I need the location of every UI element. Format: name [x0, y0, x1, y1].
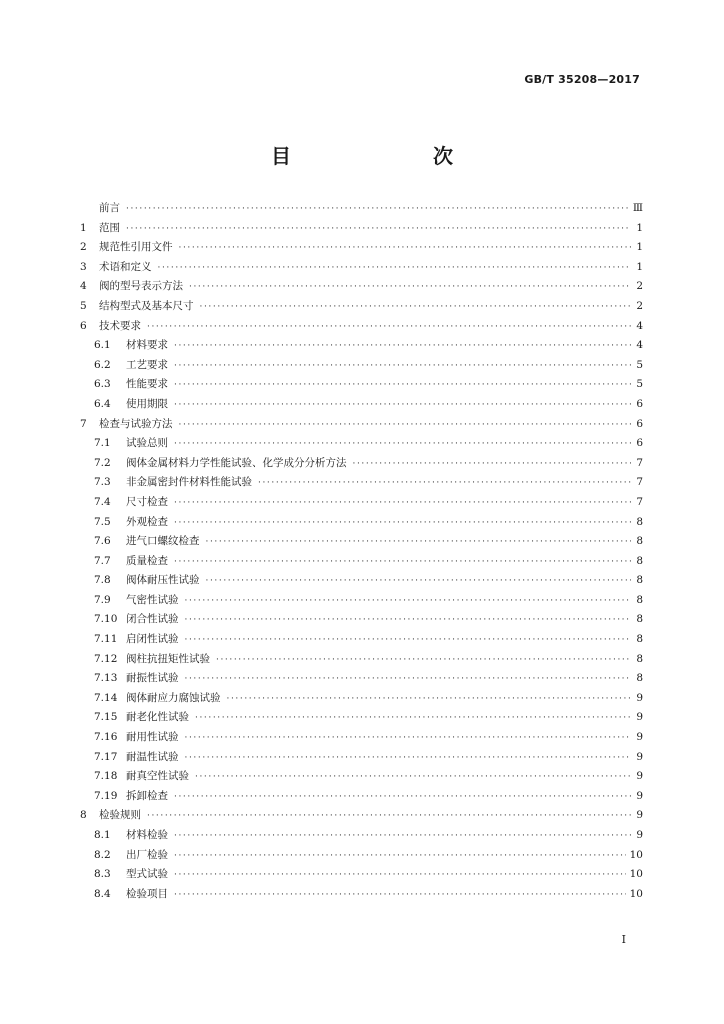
toc-entry[interactable]	[80, 886, 643, 906]
toc-leader-dots	[174, 557, 631, 567]
toc-entry[interactable]	[80, 768, 643, 788]
toc-entry[interactable]	[80, 807, 643, 827]
toc-entry-title: 范围	[99, 221, 120, 234]
toc-leader-dots	[174, 341, 631, 351]
toc-entry-number: 8.3	[94, 868, 111, 881]
toc-leader-dots	[206, 576, 632, 586]
toc-leader-dots	[158, 263, 632, 273]
toc-entry-number: 8.1	[94, 829, 111, 841]
toc-entry[interactable]	[80, 709, 643, 729]
toc-entry[interactable]	[80, 200, 643, 220]
toc-entry[interactable]	[80, 553, 643, 573]
toc-entry-number: 7.3	[94, 476, 111, 489]
toc-leader-dots	[206, 537, 632, 547]
toc-leader-dots	[174, 870, 626, 880]
toc-entry-number: 7.19	[94, 789, 118, 802]
toc-entry[interactable]	[80, 416, 643, 436]
toc-leader-dots	[174, 518, 631, 528]
toc-entry-title: 试验总则	[126, 437, 168, 450]
toc-leader-dots	[174, 792, 631, 802]
toc-entry-title: 质量检查	[126, 554, 168, 567]
toc-entry-title: 材料要求	[126, 339, 168, 352]
toc-entry-page: 10	[629, 887, 643, 900]
toc-entry-number: 6	[80, 319, 87, 332]
toc-entry[interactable]	[80, 631, 643, 651]
toc-entry[interactable]	[80, 866, 643, 886]
toc-entry-title: 耐振性试验	[126, 672, 179, 685]
toc-leader-dots	[174, 400, 631, 410]
toc-entry-page: 9	[636, 809, 643, 822]
toc-entry-title: 性能要求	[126, 378, 168, 391]
toc-entry-number: 7.6	[94, 535, 111, 548]
toc-leader-dots	[185, 596, 632, 606]
toc-entry-page: 8	[636, 652, 643, 665]
toc-entry-title: 启闭性试验	[126, 633, 179, 646]
toc-entry[interactable]	[80, 788, 643, 808]
toc-leader-dots	[174, 498, 631, 508]
toc-entry[interactable]	[80, 318, 643, 338]
toc-leader-dots	[185, 733, 632, 743]
toc-entry[interactable]	[80, 651, 643, 671]
toc-entry-number: 5	[80, 299, 87, 312]
toc-entry-title: 术语和定义	[99, 260, 152, 273]
toc-entry-number: 7.11	[94, 633, 118, 646]
toc-entry-page: 10	[629, 868, 643, 881]
page-number: I	[621, 933, 626, 946]
toc-entry-title: 结构型式及基本尺寸	[99, 299, 194, 312]
toc-entry[interactable]	[80, 611, 643, 631]
toc-entry-title: 尺寸检查	[126, 495, 168, 508]
toc-entry-number: 7.12	[94, 652, 118, 665]
toc-leader-dots	[174, 831, 631, 841]
toc-entry[interactable]	[80, 690, 643, 710]
toc-entry-title: 检验规则	[99, 809, 141, 822]
toc-entry-title: 检查与试验方法	[99, 417, 173, 430]
toc-entry[interactable]	[80, 376, 643, 396]
toc-entry[interactable]	[80, 533, 643, 553]
toc-entry[interactable]	[80, 298, 643, 318]
toc-entry-title: 技术要求	[99, 319, 141, 332]
toc-entry-number: 7.14	[94, 691, 118, 704]
toc-entry-title: 非金属密封件材料性能试验	[126, 476, 252, 489]
toc-entry-title: 材料检验	[126, 829, 168, 841]
toc-entry-page: 8	[636, 515, 643, 528]
toc-entry[interactable]	[80, 847, 643, 867]
toc-entry-title: 阀柱抗扭矩性试验	[126, 652, 210, 665]
toc-entry-page: Ⅲ	[632, 202, 643, 214]
toc-entry-page: 6	[636, 437, 643, 450]
toc-entry-page: 9	[636, 711, 643, 724]
toc-entry-page: 7	[636, 495, 643, 508]
toc-entry-page: 1	[636, 260, 643, 273]
toc-leader-dots	[179, 420, 632, 430]
toc-entry-page: 8	[636, 672, 643, 685]
toc-entry-page: 2	[636, 280, 643, 293]
toc-entry-number: 7.4	[94, 495, 111, 508]
toc-entry-number: 6.4	[94, 397, 111, 410]
toc-leader-dots	[216, 655, 631, 665]
toc-entry-page: 5	[636, 358, 643, 371]
toc-leader-dots	[200, 302, 632, 312]
toc-entry-number: 7.1	[94, 437, 111, 450]
toc-entry-page: 5	[636, 378, 643, 391]
toc-entry-number: 3	[80, 260, 87, 273]
toc-entry-number: 7.18	[94, 770, 118, 783]
toc-leader-dots	[189, 282, 631, 292]
table-of-contents	[80, 200, 643, 905]
toc-entry-number: 7.5	[94, 515, 111, 528]
toc-entry-title: 工艺要求	[126, 358, 168, 371]
toc-entry-number: 6.3	[94, 378, 111, 391]
toc-leader-dots	[179, 243, 632, 253]
toc-entry-number: 7.7	[94, 554, 111, 567]
toc-entry-page: 2	[636, 299, 643, 312]
toc-entry-number: 8	[80, 809, 87, 822]
toc-entry-title: 阀的型号表示方法	[99, 280, 183, 293]
toc-entry-page: 8	[636, 633, 643, 646]
toc-entry-title: 拆卸检查	[126, 789, 168, 802]
toc-entry-page: 8	[636, 554, 643, 567]
toc-entry-title: 外观检查	[126, 515, 168, 528]
toc-entry-title: 耐用性试验	[126, 731, 179, 744]
toc-entry-page: 8	[636, 613, 643, 626]
toc-entry-title: 出厂检验	[126, 848, 168, 861]
toc-entry-page: 1	[636, 221, 643, 234]
toc-entry-title: 使用期限	[126, 397, 168, 410]
toc-leader-dots	[258, 478, 631, 488]
toc-leader-dots	[353, 459, 632, 469]
toc-entry-number: 6.1	[94, 339, 111, 352]
toc-leader-dots	[195, 713, 631, 723]
toc-leader-dots	[227, 694, 632, 704]
toc-leader-dots	[126, 204, 629, 214]
toc-entry[interactable]	[80, 494, 643, 514]
toc-entry-page: 1	[636, 241, 643, 254]
toc-entry-title: 耐温性试验	[126, 750, 179, 763]
toc-leader-dots	[147, 322, 631, 332]
toc-entry-title: 规范性引用文件	[99, 241, 173, 254]
toc-entry-number: 4	[80, 280, 87, 293]
toc-entry-title: 前言	[99, 202, 120, 214]
toc-entry-number: 7.15	[94, 711, 118, 724]
toc-entry[interactable]	[80, 357, 643, 377]
toc-entry-page: 10	[629, 848, 643, 861]
toc-leader-dots	[185, 753, 632, 763]
toc-entry[interactable]	[80, 514, 643, 534]
toc-entry[interactable]	[80, 435, 643, 455]
toc-entry-page: 4	[636, 319, 643, 332]
toc-leader-dots	[185, 615, 632, 625]
toc-entry-number: 7.9	[94, 593, 111, 606]
toc-entry[interactable]	[80, 670, 643, 690]
toc-entry[interactable]	[80, 259, 643, 279]
toc-entry-number: 6.2	[94, 358, 111, 371]
toc-leader-dots	[174, 361, 631, 371]
toc-leader-dots	[174, 439, 631, 449]
toc-entry[interactable]	[80, 278, 643, 298]
toc-entry-title: 气密性试验	[126, 593, 179, 606]
toc-entry-number: 1	[80, 221, 87, 234]
toc-entry-number: 7.17	[94, 750, 118, 763]
toc-entry-page: 9	[636, 789, 643, 802]
toc-entry-page: 6	[636, 397, 643, 410]
toc-entry[interactable]	[80, 474, 643, 494]
toc-entry-page: 8	[636, 593, 643, 606]
toc-entry[interactable]	[80, 239, 643, 259]
toc-entry-title: 闭合性试验	[126, 613, 179, 626]
toc-leader-dots	[174, 890, 626, 900]
toc-entry-page: 4	[636, 339, 643, 352]
toc-entry-number: 7.2	[94, 456, 111, 469]
toc-entry-page: 9	[636, 829, 643, 841]
toc-entry-title: 耐老化性试验	[126, 711, 189, 724]
toc-leader-dots	[126, 224, 631, 234]
toc-entry-page: 9	[636, 770, 643, 783]
toc-leader-dots	[185, 674, 632, 684]
toc-entry-page: 8	[636, 535, 643, 548]
toc-leader-dots	[195, 772, 631, 782]
toc-entry[interactable]	[80, 572, 643, 592]
toc-entry-title: 阀体耐压性试验	[126, 574, 200, 587]
toc-entry[interactable]	[80, 220, 643, 240]
toc-entry-title: 阀体耐应力腐蚀试验	[126, 691, 221, 704]
toc-entry-number: 8.2	[94, 848, 111, 861]
toc-leader-dots	[147, 811, 631, 821]
toc-entry[interactable]	[80, 729, 643, 749]
toc-entry-page: 8	[636, 574, 643, 587]
toc-entry-number: 7.10	[94, 613, 118, 626]
toc-entry-title: 型式试验	[126, 868, 168, 881]
toc-leader-dots	[185, 635, 632, 645]
toc-entry-page: 9	[636, 731, 643, 744]
toc-entry-number: 8.4	[94, 887, 111, 900]
toc-leader-dots	[174, 380, 631, 390]
toc-entry-number: 7.16	[94, 731, 118, 744]
toc-entry-page: 9	[636, 691, 643, 704]
toc-entry-page: 6	[636, 417, 643, 430]
toc-entry-number: 7.13	[94, 672, 118, 685]
toc-entry-title: 进气口螺纹检查	[126, 535, 200, 548]
toc-entry-number: 7	[80, 417, 87, 430]
toc-entry-page: 9	[636, 750, 643, 763]
toc-entry-page: 7	[636, 476, 643, 489]
toc-entry-title: 检验项目	[126, 887, 168, 900]
toc-entry-page: 7	[636, 456, 643, 469]
toc-entry-title: 阀体金属材料力学性能试验、化学成分分析方法	[126, 456, 347, 469]
toc-leader-dots	[174, 851, 626, 861]
toc-entry[interactable]	[80, 749, 643, 769]
toc-entry[interactable]	[80, 337, 643, 357]
toc-entry[interactable]	[80, 827, 643, 847]
toc-entry[interactable]	[80, 592, 643, 612]
toc-entry-title: 耐真空性试验	[126, 770, 189, 783]
toc-entry-number: 2	[80, 241, 87, 254]
toc-entry-number: 7.8	[94, 574, 111, 587]
standard-code: GB/T 35208—2017	[524, 73, 640, 86]
toc-entry[interactable]	[80, 455, 643, 475]
toc-entry[interactable]	[80, 396, 643, 416]
page-title: 目 次	[271, 144, 487, 168]
